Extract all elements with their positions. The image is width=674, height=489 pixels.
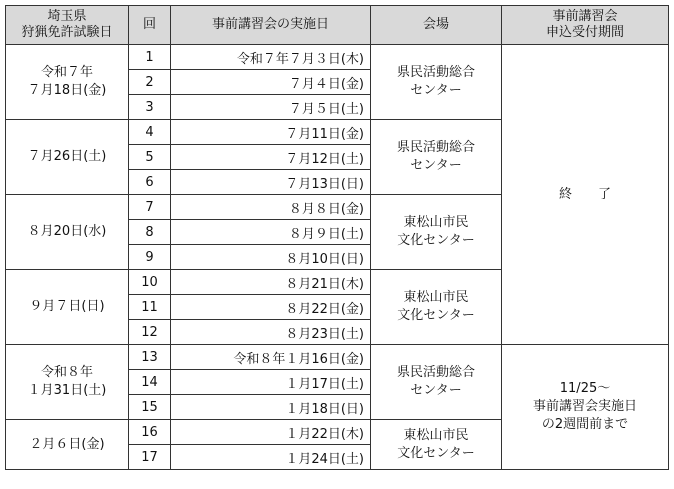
venue-line: 県民活動総合 bbox=[396, 140, 475, 155]
header-exam-line1: 埼玉県 bbox=[47, 9, 87, 24]
venue-line: センター bbox=[410, 83, 462, 98]
lecture-date: 令和７年７月３日(木) bbox=[171, 45, 371, 70]
lecture-date: ７月５日(土) bbox=[171, 95, 371, 120]
venue-line: センター bbox=[410, 158, 462, 173]
schedule-body bbox=[6, 45, 669, 470]
lecture-date: ８月22日(金) bbox=[171, 295, 371, 320]
round-number: 6 bbox=[129, 170, 171, 195]
period-line: の2週間前まで bbox=[541, 417, 629, 432]
round-number: 17 bbox=[129, 445, 171, 470]
venue-line: 文化センター bbox=[397, 308, 475, 323]
venue-cell bbox=[371, 45, 502, 120]
round-number: 4 bbox=[129, 120, 171, 145]
venue-line: 東松山市民 bbox=[403, 290, 469, 305]
schedule-table-wrapper bbox=[5, 5, 669, 470]
header-exam-date bbox=[6, 6, 129, 45]
lecture-date: ８月21日(木) bbox=[171, 270, 371, 295]
header-venue: 会場 bbox=[371, 6, 502, 45]
period-line: 終了 bbox=[558, 186, 637, 202]
schedule-table bbox=[5, 5, 669, 470]
venue-line: 文化センター bbox=[397, 233, 475, 248]
round-number: 2 bbox=[129, 70, 171, 95]
round-number: 9 bbox=[129, 245, 171, 270]
venue-cell bbox=[371, 270, 502, 345]
period-line: 11/25～ bbox=[559, 381, 611, 396]
exam-date-cell bbox=[6, 345, 129, 420]
table-row bbox=[6, 45, 669, 70]
venue-cell bbox=[371, 120, 502, 195]
exam-date-line: １月31日(土) bbox=[27, 383, 107, 398]
header-period-line1: 事前講習会 bbox=[552, 9, 618, 24]
round-number: 13 bbox=[129, 345, 171, 370]
venue-line: センター bbox=[410, 383, 462, 398]
table-row bbox=[6, 345, 669, 370]
round-number: 12 bbox=[129, 320, 171, 345]
header-lecture-date: 事前講習会の実施日 bbox=[171, 6, 371, 45]
exam-date-line: ７月26日(土) bbox=[27, 149, 107, 164]
venue-cell bbox=[371, 420, 502, 470]
exam-date-line: ７月18日(金) bbox=[27, 83, 107, 98]
round-number: 7 bbox=[129, 195, 171, 220]
header-application-period bbox=[502, 6, 669, 45]
round-number: 10 bbox=[129, 270, 171, 295]
header-exam-line2: 狩猟免許試験日 bbox=[21, 25, 113, 40]
venue-line: 東松山市民 bbox=[403, 427, 469, 443]
lecture-date: ７月12日(土) bbox=[171, 145, 371, 170]
venue-line: 県民活動総合 bbox=[396, 65, 475, 80]
round-number: 14 bbox=[129, 370, 171, 395]
exam-date-cell bbox=[6, 420, 129, 470]
lecture-date: １月24日(土) bbox=[171, 445, 371, 470]
lecture-date: ８月23日(土) bbox=[171, 320, 371, 345]
exam-date-line: 令和７年 bbox=[40, 65, 93, 80]
venue-line: 東松山市民 bbox=[403, 215, 469, 230]
venue-cell bbox=[371, 345, 502, 420]
lecture-date: ８月８日(金) bbox=[171, 195, 371, 220]
lecture-date: ７月４日(金) bbox=[171, 70, 371, 95]
exam-date-line: ８月20日(水) bbox=[27, 224, 107, 239]
lecture-date: １月17日(土) bbox=[171, 370, 371, 395]
exam-date-cell bbox=[6, 45, 129, 120]
round-number: 16 bbox=[129, 420, 171, 445]
header-period-line2: 申込受付期間 bbox=[545, 25, 624, 40]
round-number: 8 bbox=[129, 220, 171, 245]
round-number: 15 bbox=[129, 395, 171, 420]
venue-line: 文化センター bbox=[397, 445, 475, 461]
round-number: 1 bbox=[129, 45, 171, 70]
lecture-date: ８月10日(日) bbox=[171, 245, 371, 270]
lecture-date: ７月11日(金) bbox=[171, 120, 371, 145]
exam-date-cell bbox=[6, 270, 129, 345]
period-line: 事前講習会実施日 bbox=[532, 399, 637, 414]
lecture-date: 令和８年１月16日(金) bbox=[171, 345, 371, 370]
round-number: 11 bbox=[129, 295, 171, 320]
exam-date-line: ２月６日(金) bbox=[29, 436, 105, 452]
exam-date-cell bbox=[6, 120, 129, 195]
lecture-date: １月18日(日) bbox=[171, 395, 371, 420]
application-period-cell bbox=[502, 345, 669, 470]
venue-cell bbox=[371, 195, 502, 270]
lecture-date: ７月13日(日) bbox=[171, 170, 371, 195]
venue-line: 県民活動総合 bbox=[396, 365, 475, 380]
exam-date-line: 令和８年 bbox=[40, 365, 93, 380]
header-round: 回 bbox=[129, 6, 171, 45]
exam-date-cell bbox=[6, 195, 129, 270]
application-period-cell bbox=[502, 45, 669, 345]
header-row bbox=[6, 6, 669, 45]
exam-date-line: ９月７日(日) bbox=[29, 299, 105, 314]
round-number: 5 bbox=[129, 145, 171, 170]
lecture-date: １月22日(木) bbox=[171, 420, 371, 445]
lecture-date: ８月９日(土) bbox=[171, 220, 371, 245]
round-number: 3 bbox=[129, 95, 171, 120]
